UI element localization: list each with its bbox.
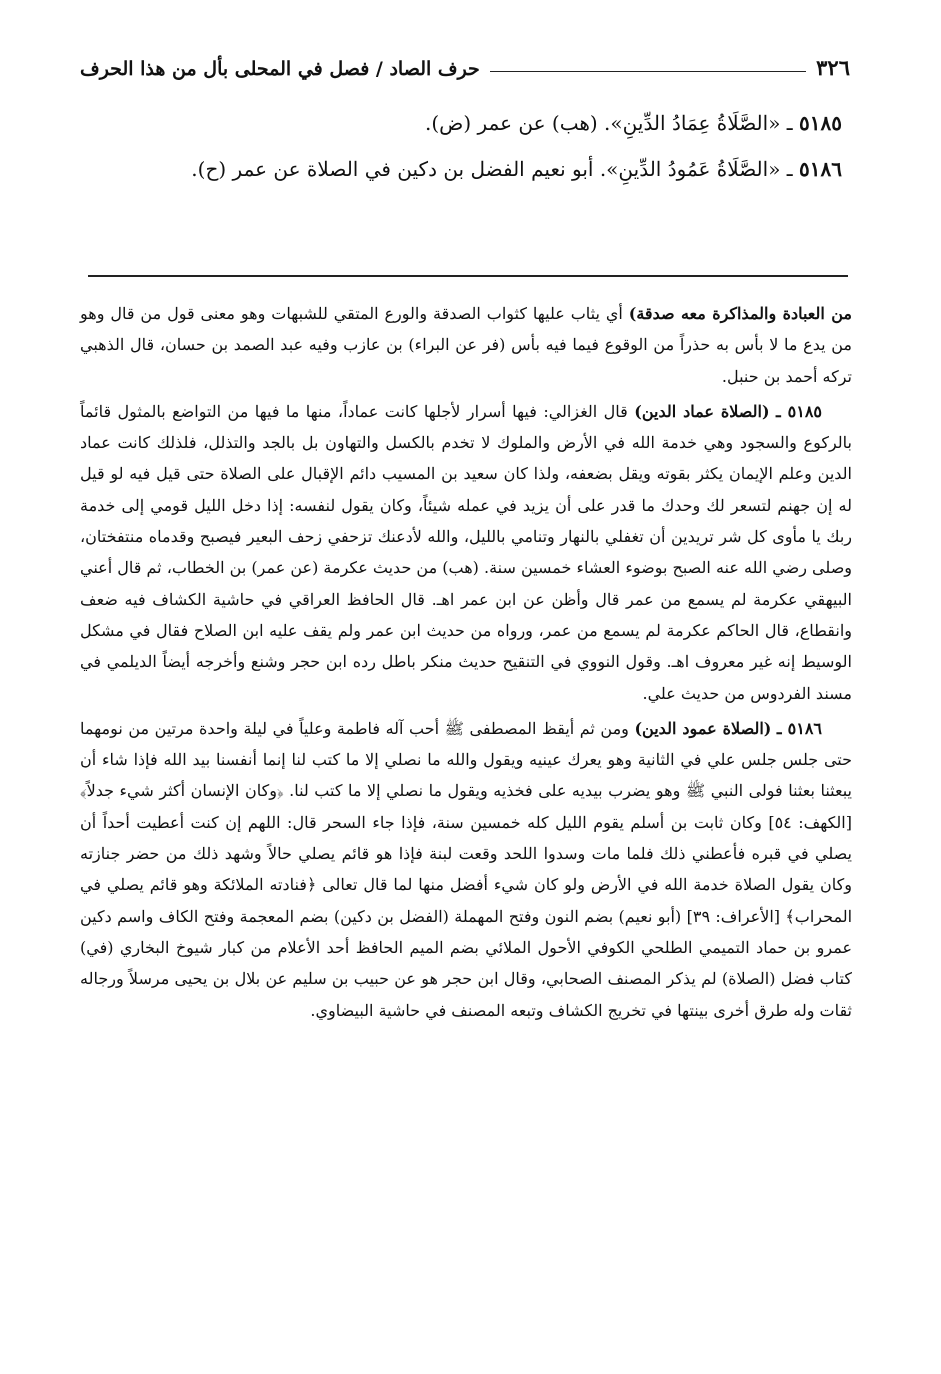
running-header: [80, 40, 850, 80]
chapter-title: حرف الصاد / فصل في المحلى بأل من هذا الحرف: [80, 58, 480, 80]
footnote-divider: [88, 275, 848, 277]
commentary-lead: (الصلاة عماد الدين): [634, 401, 770, 421]
entry-number: ٥١٨٥: [799, 111, 842, 135]
commentary-paragraph: [80, 713, 852, 1026]
hadith-entry: [80, 146, 850, 192]
entry-dash: ـ: [780, 157, 793, 181]
header-rule: [490, 71, 806, 72]
page-number: ٣٢٦: [816, 55, 850, 80]
entry-dash: ـ: [780, 111, 793, 135]
commentary-number: ٥١٨٦ ـ: [776, 718, 823, 738]
commentary-paragraph: [80, 298, 852, 392]
hadith-entry: [80, 100, 850, 146]
entry-number: ٥١٨٦: [799, 157, 842, 181]
hadith-entries: [80, 100, 850, 192]
commentary-section: [80, 298, 852, 1030]
entry-text: «الصَّلَاةُ عَمُودُ الدِّينِ». أبو نعيم الفضل بن دكين في الصلاة عن عمر (ح).: [191, 157, 781, 181]
commentary-text: أي يثاب عليها كثواب الصدقة والورع المتقي للشبهات وهو معنى قول من قال وهو من يدع ما لا بأس به حذراً من الوقوع فيما فيه بأس (فر عن البراء) بن عازب وفيه عبد الصمد بن حسان، قال الذهبي تركه أحمد بن حنبل.: [80, 304, 852, 386]
commentary-text: قال الغزالي: فيها أسرار لأجلها كانت عماداً، منها ما فيها من التواضع بالمثول قائماً بالركوع والسجود وهي خدمة الله في الأرض والملوك لا تخدم بالكسل والتهاون بل بالجد والتذلل، فلذلك كانت عماد الدين وعلم الإيمان يكثر بقوته ويقل بضعفه، ولذا كان سعيد بن المسيب دائم الإقبال على الصلاة حتى قيل فيه لو قيل له إن جهنم لتسعر لك وحدك ما قدر على أن يزيد في عمله شيئاً، وكان يقول لنفسه: إذا دخل الليل قومي إلى خدمة ربك يا مأوى كل شر تريدين أن تغفلي بالنهار وتنامي بالليل، والله لأدعنك تزحفي زحف البعير فيصبح وقدماه منتفختان، وصلى رضي الله عنه الصبح بوضوء العشاء خمسين سنة. (هب) من حديث عكرمة (عن عمر) بن الخطاب، ثم قال أعني البيهقي عكرمة لم يسمع من عمر قال وأظن عن ابن عمر اهـ. قال الحافظ العراقي في حاشية الكشاف فيه ضعف وانقطاع، قال الحاكم عكرمة لم يسمع من عمر، ورواه من حديث ابن عمر ولم يقف عليه ابن الصلاح فقال في مشكل الوسيط إنه غير معروف اهـ. وقول النووي في التنقيح حديث منكر باطل رده ابن حجر وشنع وأخرجه أيضاً الديلمي في مسند الفردوس من حديث علي.: [80, 401, 852, 703]
commentary-lead: (الصلاة عمود الدين): [634, 718, 772, 738]
commentary-number: ٥١٨٥ ـ: [776, 401, 823, 421]
commentary-paragraph: [80, 396, 852, 709]
commentary-text: ومن ثم أيقظ المصطفى ﷺ أحب آله فاطمة وعلياً في ليلة واحدة مرتين من نومهما حتى جلس جلس علي في الثانية وهو يعرك عينيه ويقول والله ما نصلي إلا ما كتب لنا إنما أنفسنا بيد الله فإذا شاء أن يبعثنا بعثنا فولى النبي ﷺ وهو يضرب بيديه على فخذيه ويقول ما نصلي إلا ما كتب لنا. ﴿وكان الإنسان أكثر شيء جدلاً﴾ [الكهف: ٥٤] وكان ثابت بن أسلم يقوم الليل كله خمسين سنة، فإذا جاء السحر قال: اللهم إن كنت أعطيت أحداً أن يصلي في قبره فأعطني ذلك فلما مات وسدوا اللحد وقعت لبنة فإذا هو قائم يصلي حالاً وشهد ذلك من حضر جنازته وكان يقول الصلاة خدمة الله في الأرض ولو كان شيء أفضل منها لما قال تعالى ﴿فنادته الملائكة وهو قائم يصلي في المحراب﴾ [الأعراف: ٣٩] (أبو نعيم) بضم النون وفتح المهملة (الفضل بن دكين) بضم المعجمة وفتح الكاف واسم دكين عمرو بن حماد التميمي الطلحي الكوفي الأحول الملائي بضم الميم الحافظ أحد الأعلام من كبار شيوخ البخاري (في) كتاب فضل (الصلاة) لم يذكر المصنف الصحابي، وقال ابن حجر هو عن حبيب بن سليم عن بلال بن يحيى مرسلاً ورجاله ثقات وله طرق أخرى بينتها في تخريج الكشاف وتبعه المصنف في حاشية البيضاوي.: [80, 718, 853, 1020]
entry-text: «الصَّلَاةُ عِمَادُ الدِّينِ». (هب) عن عمر (ض).: [425, 111, 781, 135]
commentary-lead: من العبادة والمذاكرة معه صدقة): [628, 304, 852, 323]
